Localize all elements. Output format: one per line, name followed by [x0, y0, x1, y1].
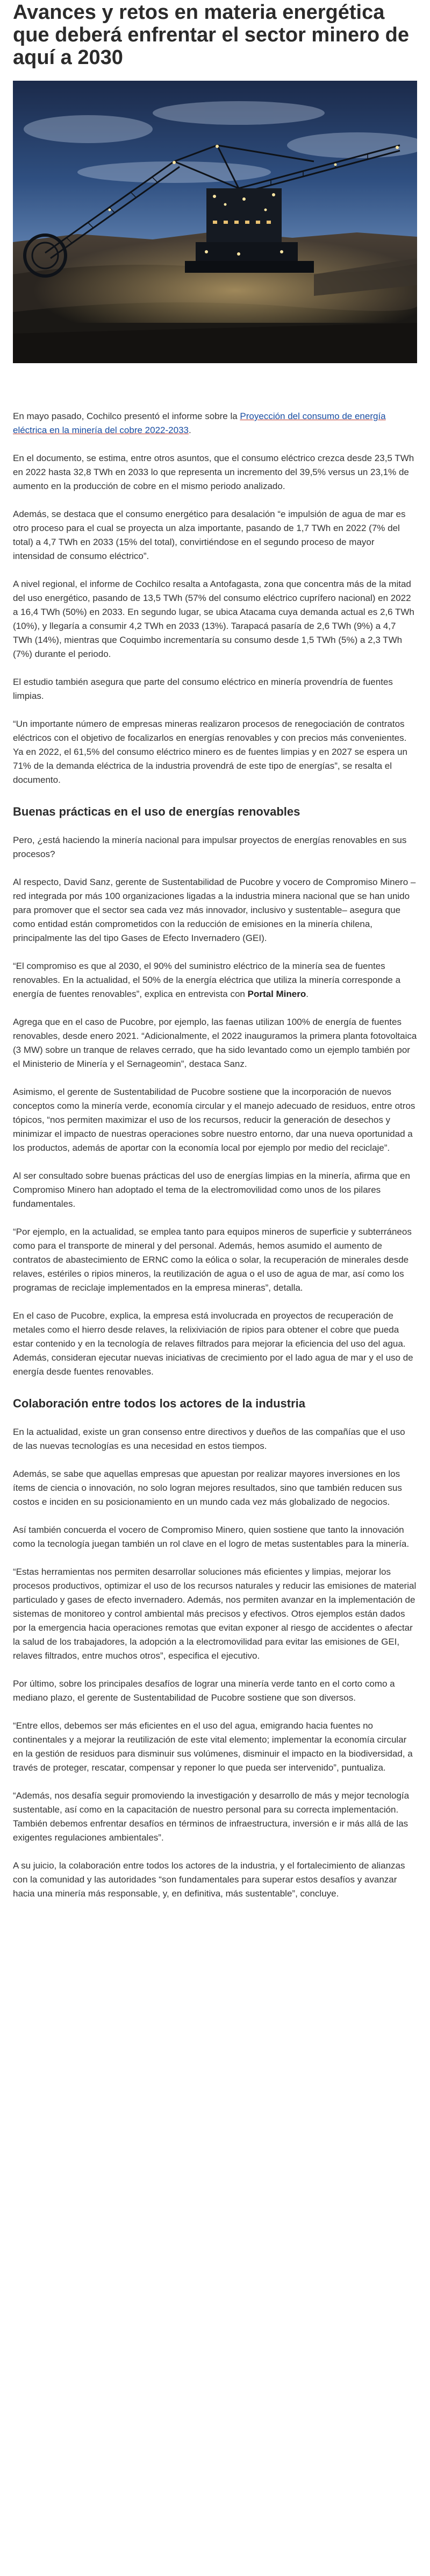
section-heading-renewables: Buenas prácticas en el uso de energías renovables	[13, 805, 300, 818]
paragraph: Pero, ¿está haciendo la minería nacional para impulsar proyectos de energías renovables en sus procesos?	[13, 835, 407, 859]
paragraph: En la actualidad, existe un gran consenso entre directivos y dueños de las compañías que el uso de las nuevas tecnologías es una necesidad en estos tiempos.	[13, 1427, 405, 1451]
section-heading-collaboration: Colaboración entre todos los actores de la industria	[13, 1397, 306, 1410]
quote-text: “El compromiso es que al 2030, el 90% del suministro eléctrico de la minería sea de fuentes renovables. En la actualidad, el 50% de la energía eléctrica que utiliza la minería corresponde a energía de fuentes renovables”, explica en entrevista con	[13, 961, 401, 999]
paragraph: Al ser consultado sobre buenas prácticas del uso de energías limpias en la minería, afirma que en Compromiso Minero han adoptado el tema de la electromovilidad como unos de los pilares fundamentales.	[13, 1171, 410, 1209]
publication-name: Portal Minero	[247, 989, 306, 999]
paragraph: Por último, sobre los principales desafíos de lograr una minería verde tanto en el corto como a mediano plazo, el gerente de Sustentabilidad de Pucobre sostiene que son diversos.	[13, 1679, 395, 1703]
paragraph: “Un importante número de empresas mineras realizaron procesos de renegociación de contratos eléctricos con el objetivo de focalizarlos en energías renovables y con precios más convenientes. Ya en 2022, el 61,5% del consumo eléctrico minero es de fuentes limpias y en 2027 se espera un 71% de la demanda eléctrica de la industria provendrá de este tipo de energías”, se resalta el documento.	[13, 719, 407, 785]
paragraph: En el documento, se estima, entre otros asuntos, que el consumo eléctrico crezca desde 23,5 TWh en 2022 hasta 32,8 TWh en 2033 lo que representa un incremento del 39,5% versus un 23,1% de aumento en la producción de cobre en el mismo periodo analizado.	[13, 453, 414, 491]
paragraph: Asimismo, el gerente de Sustentabilidad de Pucobre sostiene que la incorporación de nuevos conceptos como la minería verde, economía circular y el manejo adecuado de residuos, entre otros tópicos, “nos permiten maximizar el uso de los recursos, reducir la generación de desechos y minimizar el impacto de nuestras operaciones sobre nuestro entorno, dar una nueva oportunidad a los productos, además de aportar con la economía local por ejemplo por medio del reciclaje”.	[13, 1087, 415, 1153]
paragraph: Además, se sabe que aquellas empresas que apuestan por realizar mayores inversiones en los ítems de ciencia o innovación, no solo logran mejores resultados, sino que también reducen sus costos e inciden en su posicionamiento en un mundo cada vez más globalizado de negocios.	[13, 1469, 402, 1507]
paragraph: Así también concuerda el vocero de Compromiso Minero, quien sostiene que tanto la innovación como la tecnología juegan también un rol clave en el logro de metas sustentables para la minería.	[13, 1525, 410, 1549]
paragraph: “Además, nos desafía seguir promoviendo la investigación y desarrollo de más y mejor tecnología sustentable, así como en la capacitación de nuestro personal para su correcta implementación. También debemos enfrentar desafíos en términos de infraestructura, inversión e ir más allá de las exigentes regulaciones ambientales”.	[13, 1791, 410, 1843]
quote-end: .	[306, 989, 309, 999]
paragraph: Al respecto, David Sanz, gerente de Sustentabilidad de Pucobre y vocero de Compromiso Minero –red integrada por más 100 organizaciones ligadas a la industria minera nacional que se han unido para promover que el sector sea cada vez más innovador, inclusivo y sustentable– asegura que como entidad están comprometidos con la reducción de emisiones en la minería chilena, principalmente las del tipo Gases de Efecto Invernadero (GEI).	[13, 877, 416, 943]
paragraph: “Por ejemplo, en la actualidad, se emplea tanto para equipos mineros de superficie y subterráneos como para el transporte de mineral y del personal. Además, hemos asumido el aumento de contratos de abastecimiento de ERNC como la eólica o solar, la recuperación de minerales desde relaves, estériles o ripios mineros, la reutilización de agua o el uso de agua de mar, así como los programas de reciclaje implementados en la empresa mineras”, detalla.	[13, 1227, 412, 1293]
lead-text: En mayo pasado, Cochilco presentó el informe sobre la	[13, 411, 240, 421]
paragraph: En el caso de Pucobre, explica, la empresa está involucrada en proyectos de recuperación de metales como el hierro desde relaves, la relixiviación de ripios para obtener el cobre que pueda estar contenido y en la tecnología de relaves filtrados para mejorar la eficiencia del uso del agua. Además, consideran ejecutar nuevas iniciativas de crecimiento por el lado agua de mar y el uso de energía desde fuentes renovables.	[13, 1311, 413, 1377]
lead-paragraph	[13, 409, 417, 437]
paragraph: El estudio también asegura que parte del consumo eléctrico en minería provendría de fuentes limpias.	[13, 677, 393, 701]
hero-image-mining-excavator	[13, 81, 417, 363]
paragraph: A nivel regional, el informe de Cochilco resalta a Antofagasta, zona que concentra más de la mitad del uso energético, pasando de 13,5 TWh (57% del consumo eléctrico cuprífero nacional) en 2022 a 16,4 TWh (50%) en 2033. En segundo lugar, se ubica Atacama cuya demanda actual es 2,6 TWh (10%), y llegaría a consumir 4,2 TWh en 2033 (13%). Tarapacá pasaría de 2,6 TWh (9%) a 4,7 TWh (14%), mientras que Coquimbo incrementaría su consumo desde 1,5 TWh (5%) a 2,3 TWh (7%) durante el periodo.	[13, 579, 414, 659]
quote-paragraph	[13, 959, 417, 1001]
paragraph: Agrega que en el caso de Pucobre, por ejemplo, las faenas utilizan 100% de energía de fuentes renovables, desde enero 2021. “Adicionalmente, el 2022 inauguramos la primera planta fotovoltaica (3 MW) sobre un tranque de relaves cerrado, que ha sido levantado como un ejemplo también por el Ministerio de Minería y el Sernageomin”, destaca Sanz.	[13, 1017, 417, 1069]
lead-end: .	[188, 425, 191, 435]
article-title: Avances y retos en materia energética que deberá enfrentar el sector minero de aquí a 2030	[13, 1, 410, 69]
paragraph: “Estas herramientas nos permiten desarrollar soluciones más eficientes y limpias, mejorar los procesos productivos, optimizar el uso de los recursos naturales y reducir las emisiones de material particulado y gases de efecto invernadero. Además, nos permiten avanzar en la implementación de sistemas de monitoreo y control ambiental más precisos y efectivos. Otros ejemplos están dados por la emergencia hacia operaciones remotas que evitan exponer al riesgo de accidentes o afectar la salud de los trabajadores, la adopción a la electromovilidad para evitar las emisiones de GEI, relaves filtrados, entre muchos otros”, especifica el ejecutivo.	[13, 1567, 417, 1661]
paragraph: Además, se destaca que el consumo energético para desalación “e impulsión de agua de mar es otro proceso para el cual se proyecta un alza importante, pasando de 1,7 TWh en 2022 (7% del total) a 4,7 TWh en 2033 (15% del total), convirtiéndose en el segundo proceso de mayor intensidad de consumo eléctrico”.	[13, 509, 406, 561]
paragraph: “Entre ellos, debemos ser más eficientes en el uso del agua, emigrando hacia fuentes no continentales y a mejorar la reutilización de este vital elemento; implementar la economía circular en la gestión de residuos para disminuir sus volúmenes, disminuir el impacto en la biodiversidad, a través de proteger, rescatar, compensar y reponer lo que pueda ser intervenido”, puntualiza.	[13, 1721, 413, 1773]
report-link[interactable]: Proyección del consumo de energía eléctrica en la minería del cobre 2022-2033	[13, 411, 386, 435]
paragraph: A su juicio, la colaboración entre todos los actores de la industria, y el fortalecimiento de alianzas con la comunidad y las autoridades “son fundamentales para superar estos desafíos y avanzar hacia una minería más responsable, y, en definitiva, más sustentable”, concluye.	[13, 1860, 405, 1899]
